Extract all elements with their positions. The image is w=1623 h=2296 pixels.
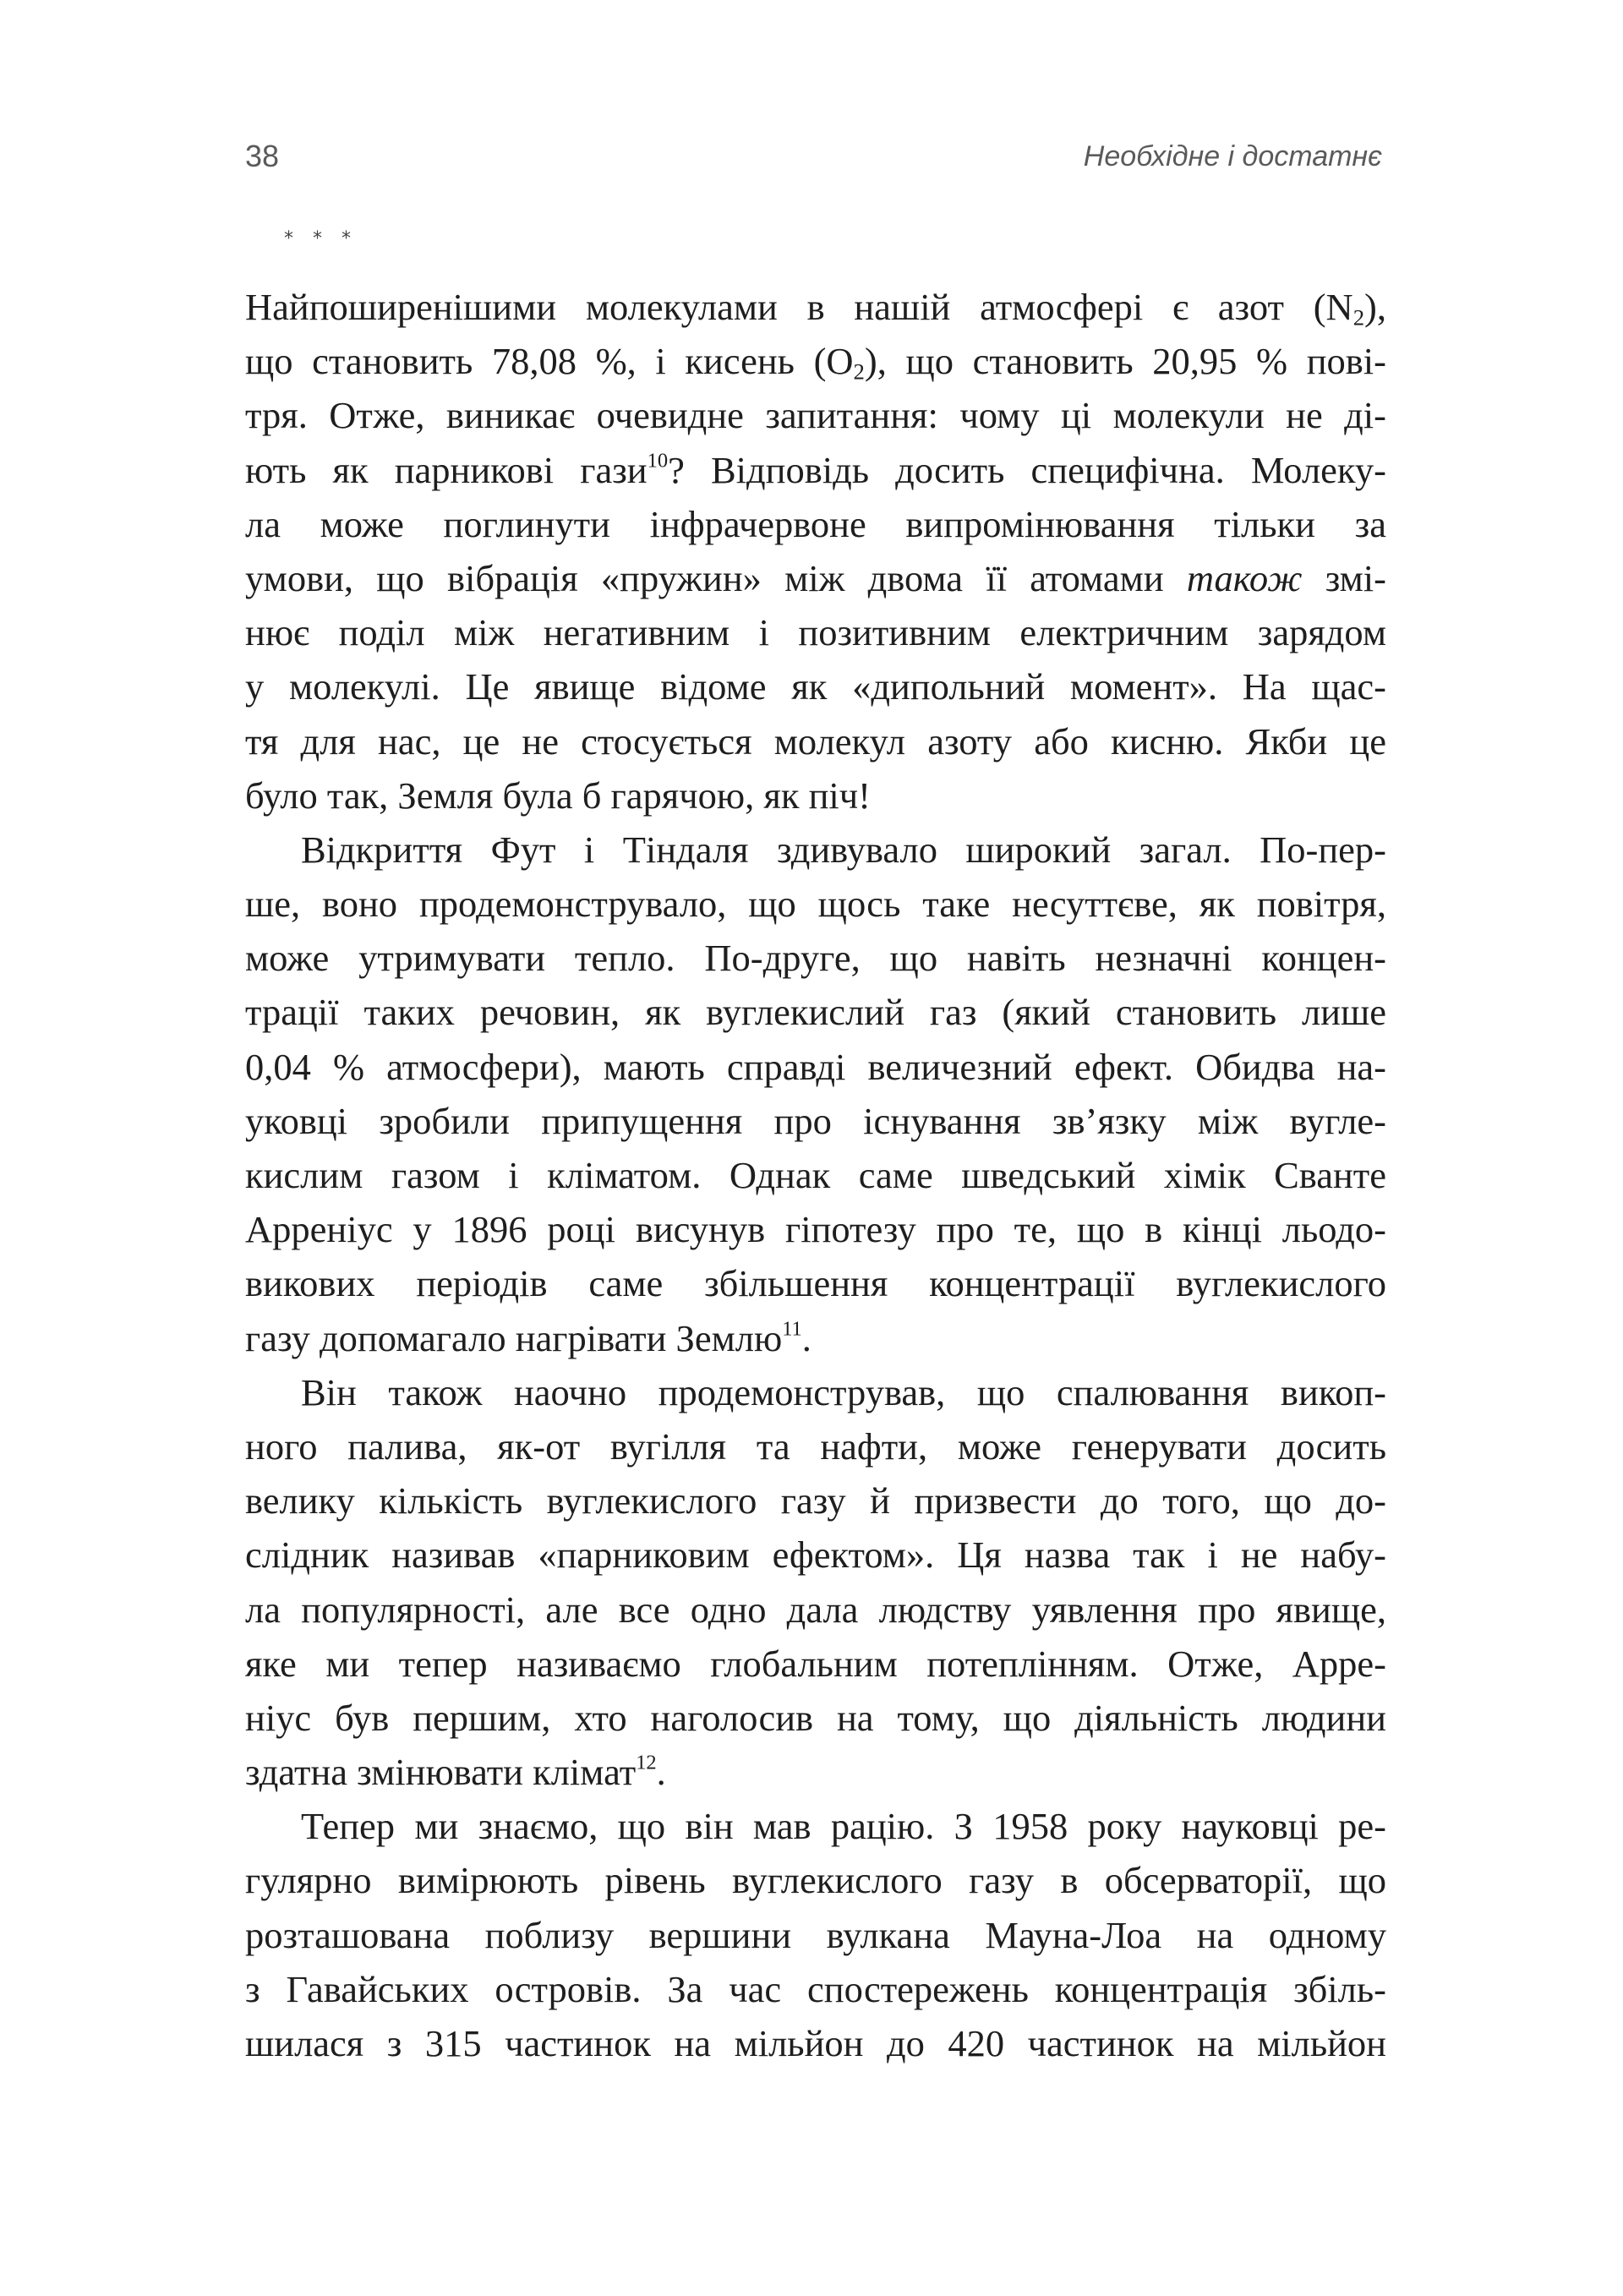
text-line: [245, 1419, 1386, 1473]
paragraph: [245, 1799, 1386, 2070]
text-span: тя для нас, це не стосується молекул азоту або кисню. Якби це: [245, 719, 1386, 763]
text-span: Він також наочно продемонстрував, що спалювання викоп-: [301, 1370, 1386, 1413]
running-title: Необхідне і достатнє: [1083, 140, 1382, 172]
footnote-reference[interactable]: 12: [636, 1751, 657, 1774]
text-span: 0,04 % атмосфери), мають справді величезний ефект. Обидва на-: [245, 1045, 1386, 1088]
text-span: нює поділ між негативним і позитивним електричним зарядом: [245, 611, 1386, 654]
text-line: [245, 497, 1386, 551]
text-span: з Гавайських островів. За час спостережень концентрація збіль-: [245, 1967, 1386, 2010]
text-span: газу допомагало нагрівати Землю: [245, 1316, 783, 1359]
text-line: [245, 714, 1386, 768]
text-line: [245, 1473, 1386, 1528]
text-line: [245, 551, 1386, 605]
text-line: [245, 659, 1386, 713]
text-line: [245, 823, 1386, 877]
text-line: [245, 1040, 1386, 1094]
text-line: [245, 1311, 1386, 1365]
paragraph: [245, 823, 1386, 1365]
text-span: у молекулі. Це явище відоме як «дипольний момент». На щас-: [245, 665, 1386, 708]
text-span: яке ми тепер називаємо глобальним потеплінням. Отже, Арре-: [245, 1642, 1386, 1685]
text-line: [245, 768, 1386, 823]
text-line: [245, 1745, 1386, 1799]
text-span: ), що становить 20,95 % пові-: [864, 340, 1386, 383]
text-span: шилася з 315 частинок на мільйон до 420 частинок на мільйон: [245, 2022, 1386, 2064]
text-line: [245, 605, 1386, 659]
text-line: [245, 931, 1386, 985]
text-span: що становить 78,08 %, і кисень (O: [245, 340, 854, 383]
text-span: ла популярності, але все одно дала людству уявлення про явище,: [245, 1588, 1386, 1631]
text-span: Тепер ми знаємо, що він мав рацію. З 1958 року науковці ре-: [301, 1805, 1386, 1848]
footnote-reference[interactable]: 11: [782, 1317, 802, 1341]
text-line: [245, 1202, 1386, 1256]
text-line: [245, 1256, 1386, 1310]
text-span: розташована поблизу вершини вулкана Мауна-Лоа на одному: [245, 1913, 1386, 1956]
text-line: [245, 985, 1386, 1039]
text-line: [245, 388, 1386, 442]
text-span: кислим газом і кліматом. Однак саме шведський хімік Сванте: [245, 1154, 1386, 1196]
text-span: ного палива, як-от вугілля та нафти, може генерувати досить: [245, 1424, 1386, 1468]
text-line: [245, 1637, 1386, 1691]
text-line: [245, 1528, 1386, 1582]
text-line: [245, 1691, 1386, 1745]
text-span: здатна змінювати клімат: [245, 1751, 637, 1794]
text-line: [245, 2016, 1386, 2070]
text-line: [245, 1962, 1386, 2016]
text-span: умови, що вібрація «пружин» між двома її атомами: [245, 556, 1187, 599]
text-span: трації таких речовин, як вуглекислий газ (який становить лише: [245, 991, 1386, 1034]
paragraph: [245, 1365, 1386, 1800]
text-span: викових періодів саме збільшення концентрації вуглекислого: [245, 1262, 1386, 1305]
text-span: ніус був першим, хто наголосив на тому, що діяльність людини: [245, 1696, 1386, 1739]
text-span: ),: [1364, 286, 1386, 328]
text-span: було так, Земля була б гарячою, як піч!: [245, 774, 871, 817]
text-span: ють як парникові гази: [245, 448, 648, 491]
running-header: [245, 135, 1386, 178]
text-span: слідник називав «парниковим ефектом». Ця назва так і не набу-: [245, 1533, 1386, 1577]
text-line: [245, 877, 1386, 931]
footnote-reference[interactable]: 10: [647, 449, 669, 473]
text-span: ? Відповідь досить специфічна. Молеку-: [668, 448, 1386, 491]
text-span: Найпоширенішими молекулами в нашій атмосфері є азот (N: [245, 286, 1353, 328]
text-span: уковці зробили припущення про існування зв’язку між вугле-: [245, 1099, 1386, 1142]
text-span: змі-: [1302, 556, 1386, 599]
text-line: [245, 334, 1386, 388]
text-span: .: [656, 1751, 666, 1794]
text-line: [245, 1094, 1386, 1148]
chemical-subscript: 2: [1352, 304, 1365, 331]
text-line: [245, 1853, 1386, 1907]
text-span: Арреніус у 1896 році висунув гіпотезу про те, що в кінці льодо-: [245, 1208, 1386, 1251]
text-line: [245, 1908, 1386, 1962]
emphasized-text: також: [1186, 556, 1303, 599]
chemical-subscript: 2: [853, 358, 865, 385]
text-line: [245, 443, 1386, 497]
text-span: .: [801, 1316, 812, 1359]
text-span: гулярно вимірюють рівень вуглекислого газу в обсерваторії, що: [245, 1859, 1386, 1902]
text-span: велику кількість вуглекислого газу й призвести до того, що до-: [245, 1479, 1386, 1522]
text-line: [245, 1799, 1386, 1853]
text-span: тря. Отже, виникає очевидне запитання: чому ці молекули не ді-: [245, 394, 1386, 437]
text-line: [245, 1583, 1386, 1637]
text-line: [245, 1148, 1386, 1202]
text-line: [245, 1365, 1386, 1419]
body-text: [245, 280, 1386, 2070]
section-break-asterisks: * * *: [284, 228, 358, 249]
text-span: Відкриття Фут і Тіндаля здивувало широкий загал. По-пер-: [301, 828, 1386, 871]
text-span: ше, воно продемонструвало, що щось таке несуттєве, як повітря,: [245, 883, 1386, 926]
text-span: може утримувати тепло. По-друге, що навіть незначні концен-: [245, 937, 1386, 980]
text-line: [245, 280, 1386, 334]
text-span: ла може поглинути інфрачервоне випромінювання тільки за: [245, 502, 1386, 545]
paragraph: [245, 280, 1386, 823]
page-number: 38: [245, 139, 280, 173]
